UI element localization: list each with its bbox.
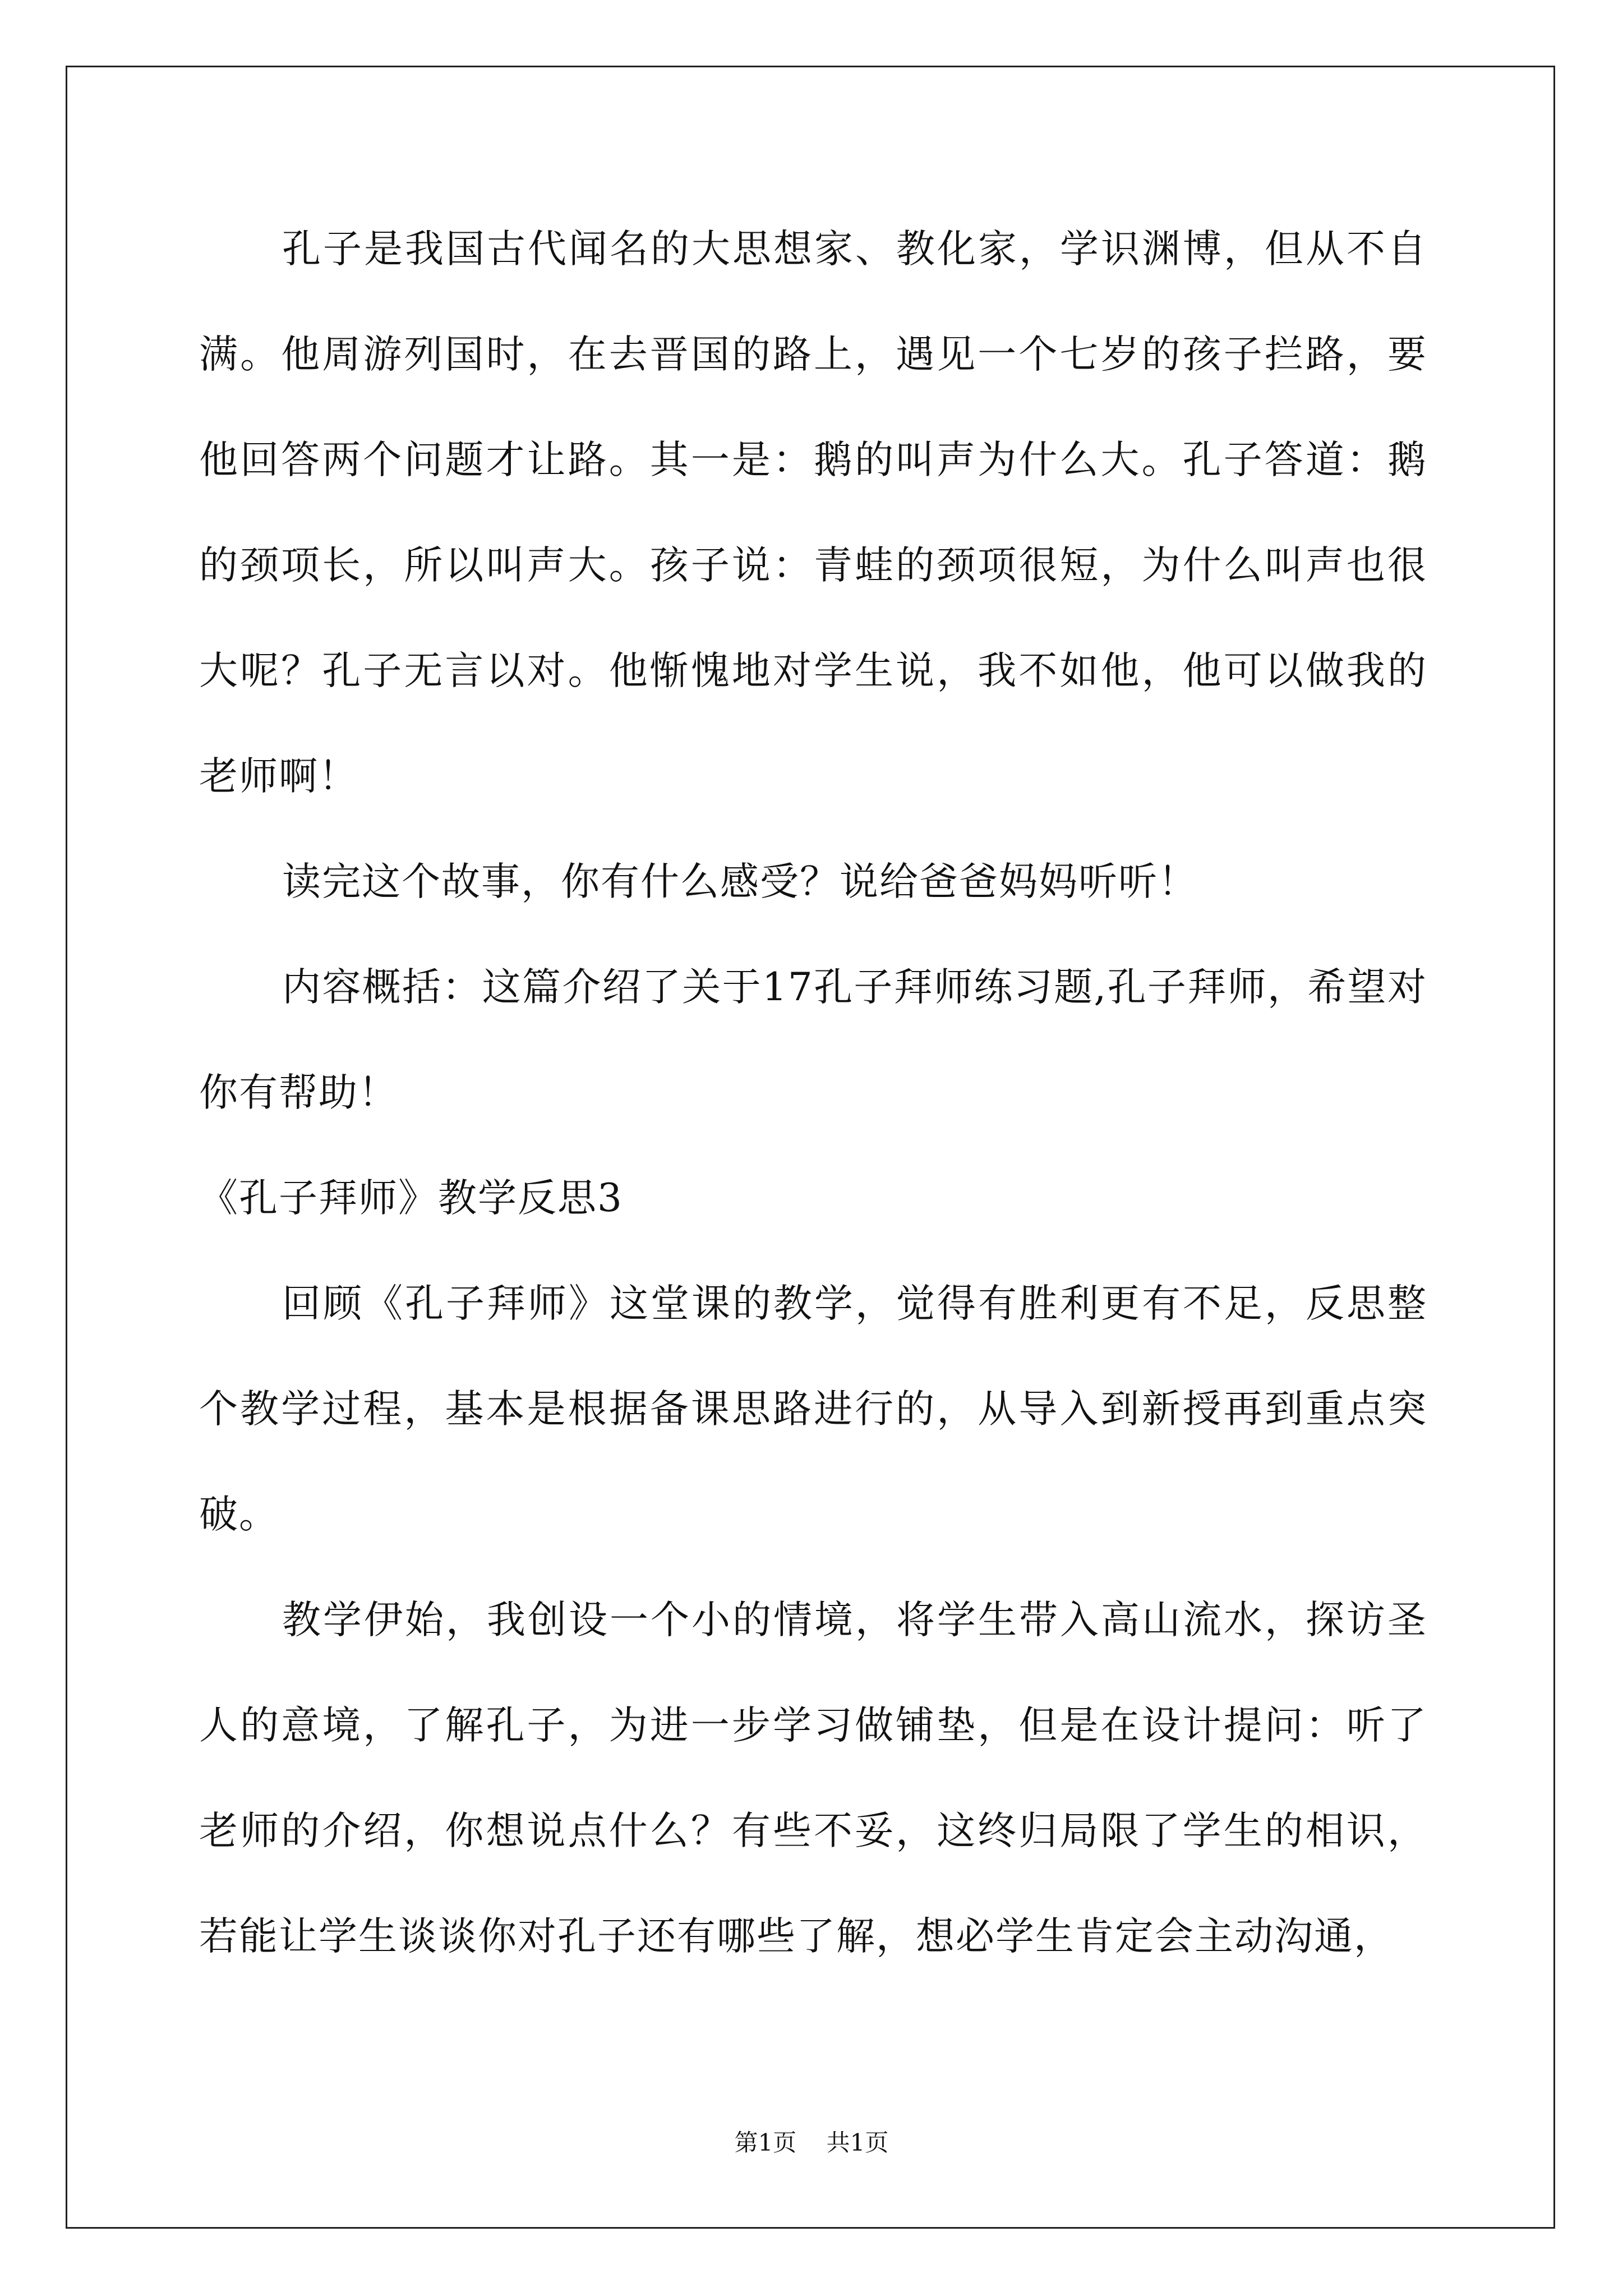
page-number: 第1页 [734, 2129, 797, 2156]
paragraph: 教学伊始，我创设一个小的情境，将学生带入高山流水，探访圣人的意境，了解孔子，为进一步学习做铺垫，但是在设计提问：听了老师的介绍，你想说点什么？有些不妥，这终归局限了学生的相识，若能让学生谈谈你对孔子还有哪些了解，想必学生肯定会主动沟通， [199, 1598, 1427, 1959]
page-footer [0, 2126, 1623, 2160]
section-title: 《孔子拜师》教学反思3 [199, 1176, 623, 1221]
page-total: 共1页 [826, 2129, 889, 2156]
paragraph: 孔子是我国古代闻名的大思想家、教化家，学识渊博，但从不自满。他周游列国时，在去晋国的路上，遇见一个七岁的孩子拦路，要他回答两个问题才让路。其一是：鹅的叫声为什么大。孔子答道：鹅的颈项长，所以叫声大。孩子说：青蛙的颈项很短，为什么叫声也很大呢？孔子无言以对。他惭愧地对学生说，我不如他，他可以做我的老师啊！ [199, 227, 1427, 799]
paragraph: 内容概括：这篇介绍了关于17孔子拜师练习题,孔子拜师，希望对你有帮助！ [199, 965, 1427, 1115]
paragraph: 读完这个故事，你有什么感受？说给爸爸妈妈听听！ [282, 859, 1198, 904]
paragraph: 回顾《孔子拜师》这堂课的教学，觉得有胜利更有不足，反思整个教学过程，基本是根据备课思路进行的，从导入到新授再到重点突破。 [199, 1281, 1427, 1537]
document-body [199, 196, 1427, 1989]
